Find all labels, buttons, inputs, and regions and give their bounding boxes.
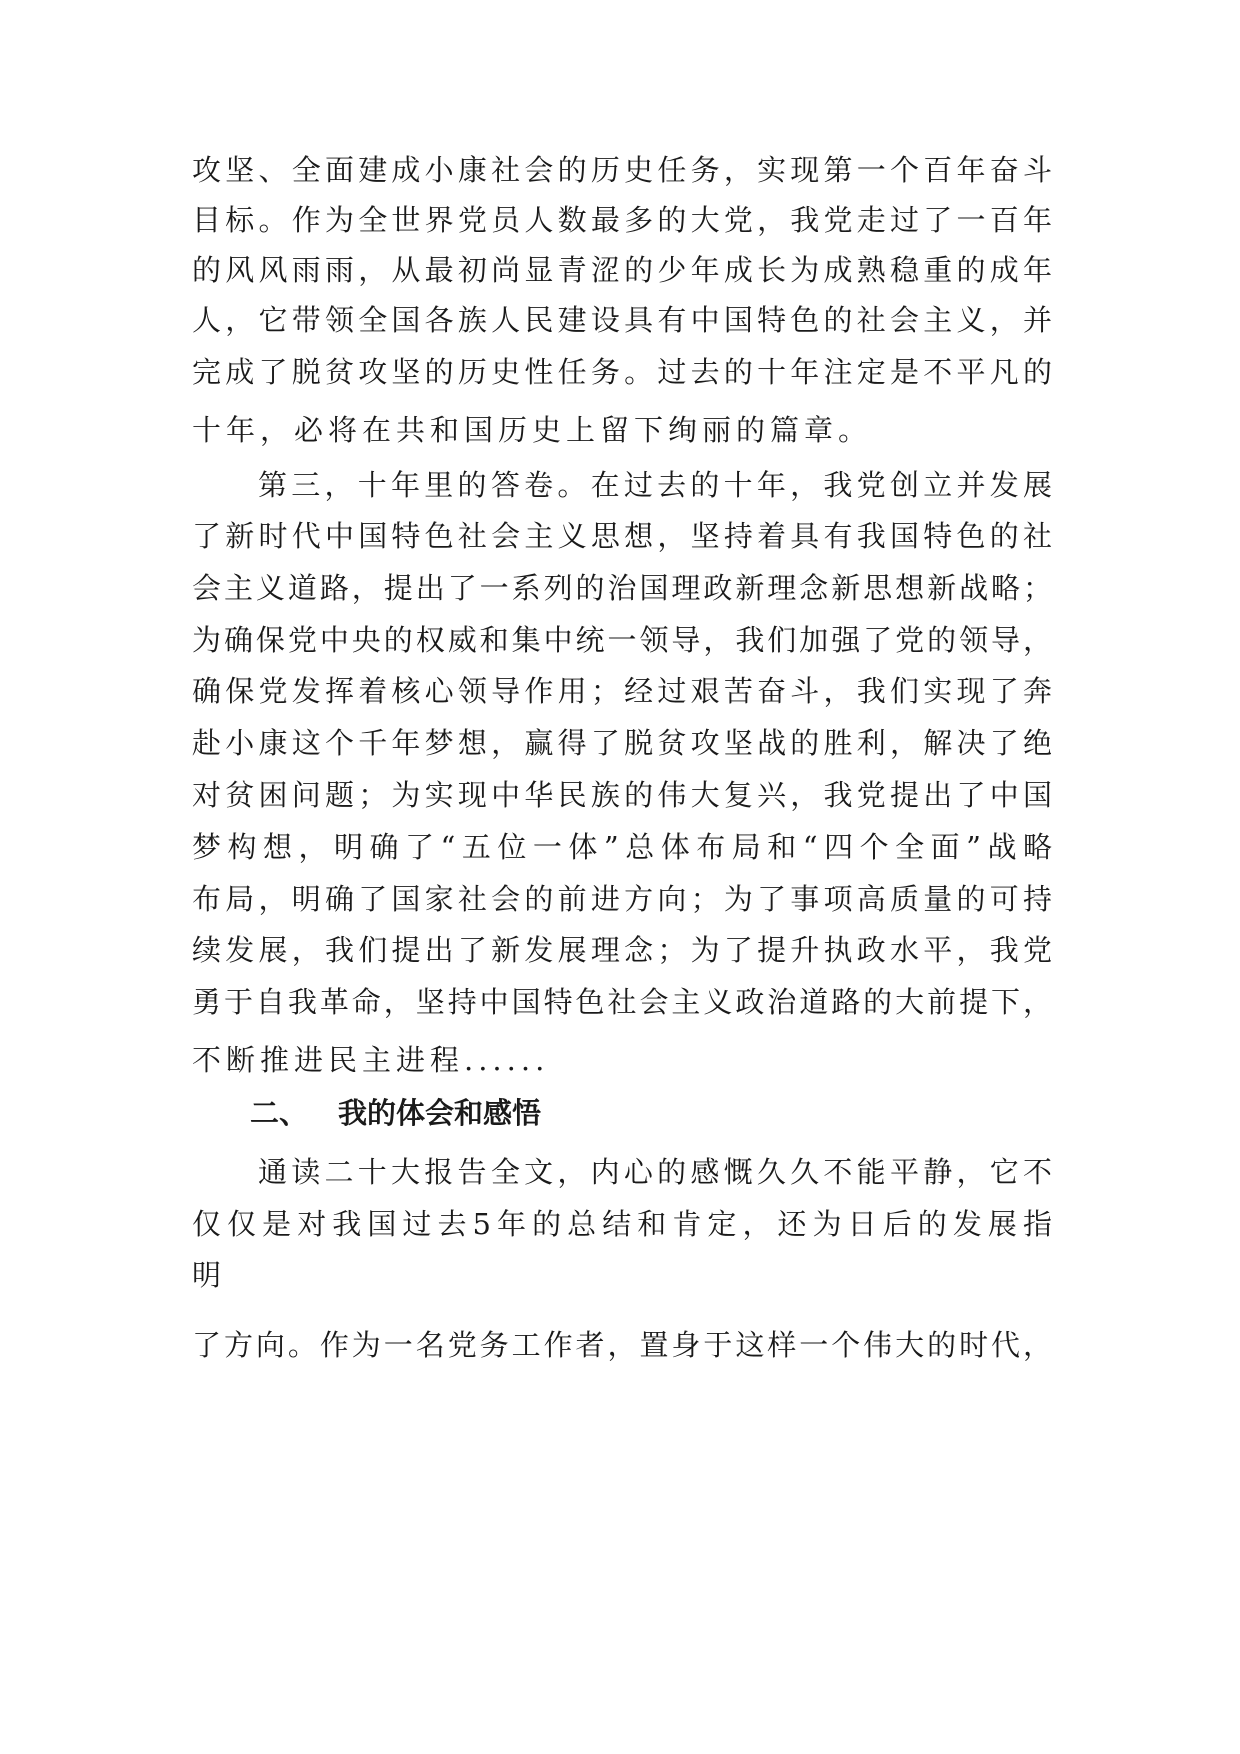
paragraph-line: 布局，明确了国家社会的前进方向；为了事项高质量的可持 bbox=[192, 882, 1052, 916]
paragraph-line: 续发展，我们提出了新发展理念；为了提升执政水平，我党 bbox=[192, 933, 1052, 967]
paragraph-line: 十年，必将在共和国历史上留下绚丽的篇章。 bbox=[192, 413, 873, 447]
paragraph-line: 完成了脱贫攻坚的历史性任务。过去的十年注定是不平凡的 bbox=[192, 355, 1052, 389]
paragraph-line: 人，它带领全国各族人民建设具有中国特色的社会主义，并 bbox=[192, 303, 1052, 337]
section-heading bbox=[250, 1093, 541, 1133]
paragraph-line: 了新时代中国特色社会主义思想，坚持着具有我国特色的社 bbox=[192, 519, 1052, 553]
paragraph-line: 会主义道路，提出了一系列的治国理政新理念新思想新战略； bbox=[192, 571, 1052, 605]
paragraph-line: 仅仅是对我国过去5年的总结和肯定，还为日后的发展指 bbox=[192, 1207, 1052, 1241]
paragraph-line: 攻坚、全面建成小康社会的历史任务，实现第一个百年奋斗 bbox=[192, 153, 1052, 187]
section-number: 二、 bbox=[250, 1096, 309, 1130]
paragraph-line: 目标。作为全世界党员人数最多的大党，我党走过了一百年 bbox=[192, 203, 1052, 237]
paragraph-line: 了方向。作为一名党务工作者，置身于这样一个伟大的时代， bbox=[192, 1328, 1052, 1362]
paragraph-line: 梦构想，明确了“五位一体”总体布局和“四个全面”战略 bbox=[192, 830, 1052, 864]
paragraph-line: 不断推进民主进程...... bbox=[192, 1043, 550, 1077]
paragraph-line: 赴小康这个千年梦想，赢得了脱贫攻坚战的胜利，解决了绝 bbox=[192, 726, 1052, 760]
paragraph-line: 第三，十年里的答卷。在过去的十年，我党创立并发展 bbox=[258, 468, 1052, 502]
paragraph-line: 勇于自我革命，坚持中国特色社会主义政治道路的大前提下， bbox=[192, 985, 1052, 1019]
section-title: 我的体会和感悟 bbox=[338, 1096, 542, 1130]
paragraph-line: 的风风雨雨，从最初尚显青涩的少年成长为成熟稳重的成年 bbox=[192, 253, 1052, 287]
paragraph-line: 对贫困问题；为实现中华民族的伟大复兴，我党提出了中国 bbox=[192, 778, 1052, 812]
paragraph-line: 明 bbox=[192, 1258, 227, 1292]
paragraph-line: 确保党发挥着核心领导作用；经过艰苦奋斗，我们实现了奔 bbox=[192, 674, 1052, 708]
paragraph-line: 为确保党中央的权威和集中统一领导，我们加强了党的领导， bbox=[192, 623, 1052, 657]
paragraph-line: 通读二十大报告全文，内心的感慨久久不能平静，它不 bbox=[258, 1155, 1052, 1189]
